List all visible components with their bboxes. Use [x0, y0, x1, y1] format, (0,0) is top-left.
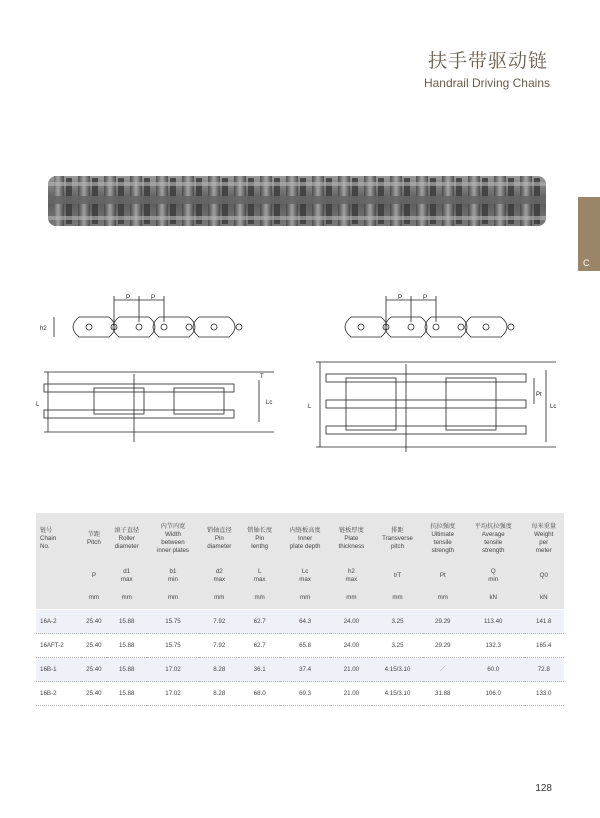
dim-l-left: L: [36, 402, 40, 408]
table-cell: 29.29: [423, 634, 463, 658]
table-unit-cell: mm: [239, 587, 279, 610]
diagram-triplex-chain: [306, 292, 566, 462]
table-header-row: [36, 513, 564, 565]
section-tab-letter: C: [583, 258, 590, 268]
table-unit-cell: mm: [372, 587, 422, 610]
table-cell: 15.88: [107, 610, 147, 634]
table-symbol-cell: Lc max: [280, 565, 330, 587]
table-cell: 3.25: [372, 610, 422, 634]
table-cell: 8.28: [199, 658, 239, 682]
diagram-duplex-chain: [34, 292, 284, 452]
table-header-cell: 每米重量 Weight per meter: [524, 513, 564, 565]
table-cell: 106.0: [463, 682, 524, 706]
page-number: 128: [535, 783, 552, 794]
table-cell: 29.29: [423, 610, 463, 634]
table-unit-cell: mm: [280, 587, 330, 610]
table-header-cell: 排距 Transverse pitch: [372, 513, 422, 565]
table-cell: 8.28: [199, 682, 239, 706]
table-symbol-cell: t/T: [372, 565, 422, 587]
table-cell: 31.88: [423, 682, 463, 706]
table-cell: 37.4: [280, 658, 330, 682]
table-cell: 132.3: [463, 634, 524, 658]
table-header-cell: 内链板高度 Inner plate depth: [280, 513, 330, 565]
table-cell: 15.75: [147, 610, 199, 634]
table-cell: 24.00: [330, 610, 372, 634]
table-cell: 15.88: [107, 658, 147, 682]
table-cell: 60.0: [463, 658, 524, 682]
table-header-cell: 销轴长度 Pin lenthg: [239, 513, 279, 565]
table-header-cell: 滚子直径 Roller diameter: [107, 513, 147, 565]
section-tab: [578, 197, 600, 271]
table-symbol-cell: L max: [239, 565, 279, 587]
table-unit-cell: kN: [524, 587, 564, 610]
table-symbol-cell: [36, 565, 81, 587]
table-symbol-cell: d1 max: [107, 565, 147, 587]
table-cell: 4.15/3.10: [372, 682, 422, 706]
dim-p-right-1: P: [398, 295, 403, 301]
table-cell: 4.15/3.10: [372, 658, 422, 682]
table-cell: 25.40: [81, 682, 106, 706]
table-cell: 62.7: [239, 634, 279, 658]
table-cell: 3.25: [372, 634, 422, 658]
table-unit-cell: mm: [330, 587, 372, 610]
table-cell: 141.8: [524, 610, 564, 634]
table-unit-cell: mm: [199, 587, 239, 610]
dim-p-left-2: P: [151, 295, 156, 301]
table-cell: 36.1: [239, 658, 279, 682]
table-header-cell: 内节内宽 Width between inner plates: [147, 513, 199, 565]
table-unit-cell: mm: [423, 587, 463, 610]
table-symbol-cell: Q0: [524, 565, 564, 587]
table-cell: 21.00: [330, 682, 372, 706]
chain-number-cell: 16A-2: [36, 610, 81, 634]
dim-p-left-1: P: [126, 295, 131, 301]
dim-lc-right: Lc: [550, 404, 557, 410]
dim-t-left: T: [260, 374, 264, 380]
table-cell: 24.00: [330, 634, 372, 658]
table-row: [36, 682, 564, 706]
table-cell: 7.92: [199, 634, 239, 658]
table-unit-row: [36, 587, 564, 610]
chain-number-cell: 16AFT-2: [36, 634, 81, 658]
table-cell: 15.88: [107, 634, 147, 658]
table-header-cell: 抗拉强度 Ultimate tensile strength: [423, 513, 463, 565]
table-unit-cell: mm: [81, 587, 106, 610]
table-header-cell: 链号 Chain No.: [36, 513, 81, 565]
table-cell: 25.40: [81, 658, 106, 682]
page-title-en: Handrail Driving Chains: [423, 76, 550, 90]
table-unit-cell: kN: [463, 587, 524, 610]
table-cell: 62.7: [239, 610, 279, 634]
chain-photo: [48, 170, 548, 232]
table-cell: 15.75: [147, 634, 199, 658]
table-symbol-cell: Pt: [423, 565, 463, 587]
table-header-cell: 节距 Pitch: [81, 513, 106, 565]
table-cell: 25.40: [81, 634, 106, 658]
table-body: [36, 610, 564, 706]
table-cell: 68.0: [239, 682, 279, 706]
dim-l-right: L: [308, 404, 312, 410]
table-cell: 17.02: [147, 658, 199, 682]
table-cell: 72.8: [524, 658, 564, 682]
table-row: [36, 634, 564, 658]
table-cell: 69.3: [280, 682, 330, 706]
table-header-cell: 平均抗拉强度 Average tensile strength: [463, 513, 524, 565]
table-symbol-cell: h2 max: [330, 565, 372, 587]
chain-number-cell: 16B-2: [36, 682, 81, 706]
table-symbol-cell: d2 max: [199, 565, 239, 587]
dim-lc-left: Lc: [266, 400, 273, 406]
table-symbol-cell: P: [81, 565, 106, 587]
page-title-cn: 扶手带驱动链: [427, 50, 548, 72]
table-symbol-row: [36, 565, 564, 587]
table-header-cell: 链板厚度 Plate thickness: [330, 513, 372, 565]
table-unit-cell: mm: [107, 587, 147, 610]
table-cell: 15.88: [107, 682, 147, 706]
table-row: [36, 610, 564, 634]
chain-number-cell: 16B-1: [36, 658, 81, 682]
dim-pt-right: Pt: [536, 392, 542, 398]
table-cell: 64.3: [280, 610, 330, 634]
table-cell: 17.02: [147, 682, 199, 706]
table-symbol-cell: Q min: [463, 565, 524, 587]
table-cell: 133.0: [524, 682, 564, 706]
table-cell: ／: [423, 658, 463, 682]
table-cell: 25.40: [81, 610, 106, 634]
table-cell: 165.4: [524, 634, 564, 658]
dim-h2-left: h2: [40, 326, 47, 332]
table-row: [36, 658, 564, 682]
table-unit-cell: mm: [147, 587, 199, 610]
table-header-cell: 销轴直径 Pin diameter: [199, 513, 239, 565]
table-cell: 21.00: [330, 658, 372, 682]
table-cell: 113.40: [463, 610, 524, 634]
dim-p-right-2: P: [423, 295, 428, 301]
table-cell: 7.92: [199, 610, 239, 634]
spec-table: [36, 513, 564, 706]
table-cell: 65.8: [280, 634, 330, 658]
table-unit-cell: [36, 587, 81, 610]
table-symbol-cell: b1 min: [147, 565, 199, 587]
